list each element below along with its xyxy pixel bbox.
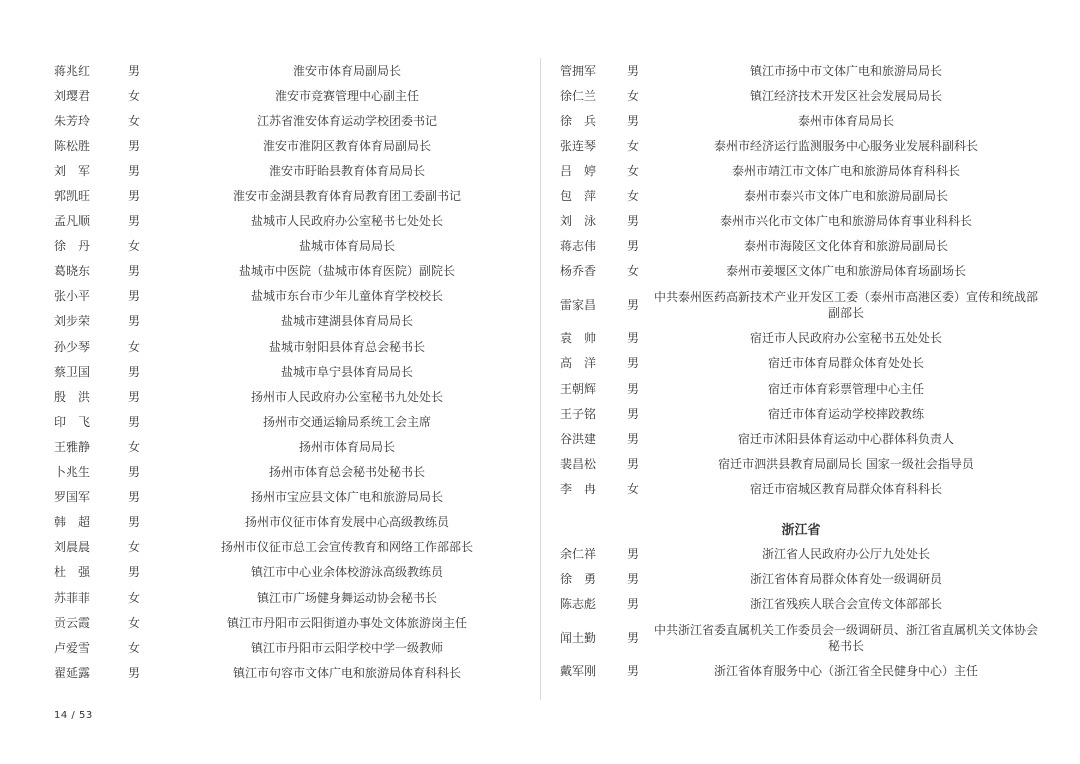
person-title: 盐城市射阳县体育总会秘书长 xyxy=(268,339,425,354)
list-item xyxy=(54,158,534,183)
list-item xyxy=(560,284,1060,326)
list-item xyxy=(54,309,534,334)
person-gender: 男 xyxy=(127,515,140,530)
person-name: 李 冉 xyxy=(560,481,597,496)
person-gender: 女 xyxy=(626,138,639,153)
person-gender: 女 xyxy=(626,481,639,496)
person-title: 盐城市阜宁县体育局局长 xyxy=(280,364,413,379)
person-title: 扬州市体育总会秘书处秘书长 xyxy=(268,465,425,480)
person-name: 罗国军 xyxy=(54,490,91,505)
person-gender: 男 xyxy=(127,214,140,229)
list-item xyxy=(560,617,1060,659)
person-name: 陈松胜 xyxy=(54,138,91,153)
person-title: 泰州市姜堰区文体广电和旅游局体育场副场长 xyxy=(725,264,966,279)
person-name: 翟延露 xyxy=(54,665,91,680)
person-gender: 男 xyxy=(626,239,639,254)
person-gender: 女 xyxy=(127,88,140,103)
person-gender: 男 xyxy=(127,138,140,153)
section-heading-zhejiang: 浙江省 xyxy=(781,522,821,538)
person-name: 蔡卫国 xyxy=(54,364,91,379)
person-name: 闻土勤 xyxy=(560,630,597,645)
person-title: 盐城市人民政府办公室秘书七处处长 xyxy=(250,214,443,229)
list-item xyxy=(54,259,534,284)
list-item xyxy=(54,460,534,485)
person-title: 镇江市广场健身舞运动协会秘书长 xyxy=(256,590,437,605)
person-gender: 女 xyxy=(626,189,639,204)
person-title: 宿迁市体育局群众体育处处长 xyxy=(767,356,924,371)
person-title: 淮安市竞赛管理中心副主任 xyxy=(274,88,419,103)
list-item xyxy=(560,234,1060,259)
right-list-jiangsu xyxy=(560,58,1060,502)
right-list-zhejiang xyxy=(560,542,1060,684)
list-item xyxy=(560,426,1060,451)
person-title: 中共泰州医药高新技术产业开发区工委（泰州市高港区委）宣传和统战部副部长 xyxy=(653,289,1038,320)
person-gender: 男 xyxy=(626,297,639,312)
person-name: 陈志彪 xyxy=(560,597,597,612)
list-item xyxy=(560,659,1060,684)
person-gender: 女 xyxy=(127,615,140,630)
list-item xyxy=(54,485,534,510)
person-name: 朱芳玲 xyxy=(54,113,91,128)
person-title: 江苏省淮安体育运动学校团委书记 xyxy=(256,113,437,128)
person-gender: 男 xyxy=(127,163,140,178)
person-name: 郭凯旺 xyxy=(54,189,91,204)
person-gender: 男 xyxy=(127,264,140,279)
person-gender: 女 xyxy=(626,88,639,103)
person-gender: 女 xyxy=(127,439,140,454)
person-name: 刘璎君 xyxy=(54,88,91,103)
person-title: 镇江市中心业余体校游泳高级教练员 xyxy=(250,565,443,580)
person-title: 宿迁市体育运动学校摔跤教练 xyxy=(767,406,924,421)
person-name: 高 洋 xyxy=(560,356,597,371)
person-title: 扬州市体育局局长 xyxy=(298,439,395,454)
person-title: 宿迁市人民政府办公室秘书五处处长 xyxy=(749,331,942,346)
person-name: 刘 泳 xyxy=(560,214,597,229)
person-title: 浙江省体育服务中心（浙江省全民健身中心）主任 xyxy=(713,664,978,679)
person-title: 淮安市金湖县教育体育局教育团工委副书记 xyxy=(232,189,461,204)
list-item xyxy=(54,83,534,108)
person-title: 扬州市仪征市体育发展中心高级教练员 xyxy=(244,515,449,530)
person-title: 镇江经济技术开发区社会发展局局长 xyxy=(749,88,942,103)
person-title: 扬州市交通运输局系统工会主席 xyxy=(262,414,431,429)
person-title: 宿迁市泗洪县教育局副局长 国家一级社会指导员 xyxy=(718,456,974,471)
person-gender: 男 xyxy=(626,547,639,562)
list-item xyxy=(54,560,534,585)
list-item xyxy=(560,133,1060,158)
list-item xyxy=(54,334,534,359)
list-item xyxy=(54,409,534,434)
list-item xyxy=(54,133,534,158)
person-gender: 男 xyxy=(626,113,639,128)
person-title: 扬州市人民政府办公室秘书九处处长 xyxy=(250,389,443,404)
list-item xyxy=(560,83,1060,108)
person-gender: 女 xyxy=(127,239,140,254)
person-name: 卢爱雪 xyxy=(54,640,91,655)
person-gender: 男 xyxy=(626,331,639,346)
person-gender: 男 xyxy=(127,414,140,429)
person-name: 贡云霞 xyxy=(54,615,91,630)
list-item xyxy=(560,183,1060,208)
list-item xyxy=(560,209,1060,234)
person-name: 王子铭 xyxy=(560,406,597,421)
list-item xyxy=(54,384,534,409)
person-gender: 男 xyxy=(127,465,140,480)
person-gender: 男 xyxy=(626,664,639,679)
person-title: 浙江省残疾人联合会宣传文体部部长 xyxy=(749,597,942,612)
list-item xyxy=(560,158,1060,183)
list-item xyxy=(54,284,534,309)
column-divider xyxy=(540,58,541,700)
person-title: 镇江市句容市文体广电和旅游局体育科科长 xyxy=(232,665,461,680)
list-item xyxy=(560,351,1060,376)
list-item xyxy=(560,326,1060,351)
person-gender: 女 xyxy=(626,264,639,279)
person-gender: 男 xyxy=(626,456,639,471)
person-name: 苏菲菲 xyxy=(54,590,91,605)
person-name: 余仁祥 xyxy=(560,547,597,562)
person-gender: 女 xyxy=(626,163,639,178)
list-item xyxy=(54,610,534,635)
person-name: 杨乔香 xyxy=(560,264,597,279)
person-title: 盐城市体育局局长 xyxy=(298,239,395,254)
person-name: 孟凡顺 xyxy=(54,214,91,229)
person-name: 吕 婷 xyxy=(560,163,597,178)
person-gender: 男 xyxy=(127,364,140,379)
person-title: 泰州市经济运行监测服务中心服务业发展科副科长 xyxy=(713,138,978,153)
person-gender: 男 xyxy=(626,630,639,645)
list-item xyxy=(54,434,534,459)
person-name: 徐 丹 xyxy=(54,239,91,254)
list-item xyxy=(54,535,534,560)
person-title: 淮安市盱眙县教育体育局局长 xyxy=(268,163,425,178)
list-item xyxy=(560,451,1060,476)
person-title: 扬州市仪征市总工会宣传教育和网络工作部部长 xyxy=(220,540,473,555)
person-name: 谷洪建 xyxy=(560,431,597,446)
list-item xyxy=(560,592,1060,617)
person-gender: 男 xyxy=(127,189,140,204)
person-name: 印 飞 xyxy=(54,414,91,429)
person-name: 徐 兵 xyxy=(560,113,597,128)
person-gender: 男 xyxy=(127,389,140,404)
person-title: 泰州市海陵区文化体育和旅游局副局长 xyxy=(743,239,948,254)
person-name: 刘步荣 xyxy=(54,314,91,329)
right-column xyxy=(560,58,1060,684)
person-title: 盐城市中医院（盐城市体育医院）副院长 xyxy=(238,264,455,279)
person-name: 刘 军 xyxy=(54,163,91,178)
person-title: 泰州市兴化市文体广电和旅游局体育事业科科长 xyxy=(719,214,972,229)
person-name: 杜 强 xyxy=(54,565,91,580)
list-item xyxy=(560,376,1060,401)
list-item xyxy=(54,660,534,685)
list-item xyxy=(560,567,1060,592)
person-gender: 男 xyxy=(127,490,140,505)
list-item xyxy=(560,542,1060,567)
person-gender: 男 xyxy=(626,431,639,446)
person-name: 裴昌松 xyxy=(560,456,597,471)
person-name: 葛晓东 xyxy=(54,264,91,279)
person-name: 徐 勇 xyxy=(560,572,597,587)
person-gender: 男 xyxy=(626,381,639,396)
person-name: 王朝辉 xyxy=(560,381,597,396)
person-title: 中共浙江省委直属机关工作委员会一级调研员、浙江省直属机关文体协会秘书长 xyxy=(653,622,1038,653)
person-name: 韩 超 xyxy=(54,515,91,530)
person-name: 刘晨晨 xyxy=(54,540,91,555)
person-name: 包 萍 xyxy=(560,189,597,204)
person-name: 张连琴 xyxy=(560,138,597,153)
person-name: 卜兆生 xyxy=(54,465,91,480)
person-name: 袁 帅 xyxy=(560,331,597,346)
person-title: 宿迁市沭阳县体育运动中心群体科负责人 xyxy=(737,431,954,446)
person-gender: 女 xyxy=(127,590,140,605)
person-gender: 女 xyxy=(127,339,140,354)
list-item xyxy=(54,585,534,610)
list-item xyxy=(54,635,534,660)
person-title: 宿迁市宿城区教育局群众体育科科长 xyxy=(749,481,942,496)
person-title: 扬州市宝应县文体广电和旅游局局长 xyxy=(250,490,443,505)
person-gender: 男 xyxy=(127,63,140,78)
list-item xyxy=(54,58,534,83)
person-name: 管拥军 xyxy=(560,63,597,78)
person-name: 孙少琴 xyxy=(54,339,91,354)
person-title: 淮安市淮阴区教育体育局副局长 xyxy=(262,138,431,153)
person-title: 宿迁市体育彩票管理中心主任 xyxy=(767,381,924,396)
list-item xyxy=(54,108,534,133)
person-title: 镇江市扬中市文体广电和旅游局局长 xyxy=(749,63,942,78)
list-item xyxy=(560,401,1060,426)
person-name: 徐仁兰 xyxy=(560,88,597,103)
person-title: 盐城市建湖县体育局局长 xyxy=(280,314,413,329)
person-gender: 男 xyxy=(626,63,639,78)
person-title: 浙江省体育局群众体育处一级调研员 xyxy=(749,572,942,587)
person-name: 雷家昌 xyxy=(560,297,597,312)
page-number: 14 / 53 xyxy=(54,710,93,721)
person-gender: 男 xyxy=(127,314,140,329)
person-name: 张小平 xyxy=(54,289,91,304)
person-gender: 男 xyxy=(626,356,639,371)
person-gender: 男 xyxy=(626,597,639,612)
person-gender: 女 xyxy=(127,640,140,655)
list-item xyxy=(560,58,1060,83)
list-item xyxy=(54,359,534,384)
person-title: 盐城市东台市少年儿童体育学校校长 xyxy=(250,289,443,304)
person-gender: 女 xyxy=(127,113,140,128)
person-title: 镇江市丹阳市云阳街道办事处文体旅游岗主任 xyxy=(226,615,467,630)
person-gender: 男 xyxy=(127,665,140,680)
person-title: 镇江市丹阳市云阳学校中学一级教师 xyxy=(250,640,443,655)
person-name: 蒋志伟 xyxy=(560,239,597,254)
person-gender: 男 xyxy=(127,565,140,580)
person-title: 浙江省人民政府办公厅九处处长 xyxy=(761,547,930,562)
person-title: 泰州市靖江市文体广电和旅游局体育科科长 xyxy=(731,163,960,178)
person-gender: 男 xyxy=(626,572,639,587)
list-item xyxy=(560,108,1060,133)
person-name: 殷 洪 xyxy=(54,389,91,404)
left-column xyxy=(54,58,534,685)
person-name: 王雅静 xyxy=(54,439,91,454)
person-gender: 男 xyxy=(626,406,639,421)
list-item xyxy=(54,183,534,208)
list-item xyxy=(54,510,534,535)
person-title: 淮安市体育局副局长 xyxy=(292,63,401,78)
person-gender: 男 xyxy=(626,214,639,229)
person-title: 泰州市体育局局长 xyxy=(797,113,894,128)
person-name: 蒋兆红 xyxy=(54,63,91,78)
list-item xyxy=(560,259,1060,284)
person-gender: 女 xyxy=(127,540,140,555)
list-item xyxy=(54,209,534,234)
list-item xyxy=(54,234,534,259)
list-item xyxy=(560,476,1060,501)
person-gender: 男 xyxy=(127,289,140,304)
person-title: 泰州市泰兴市文体广电和旅游局副局长 xyxy=(743,189,948,204)
person-name: 戴军刚 xyxy=(560,664,597,679)
